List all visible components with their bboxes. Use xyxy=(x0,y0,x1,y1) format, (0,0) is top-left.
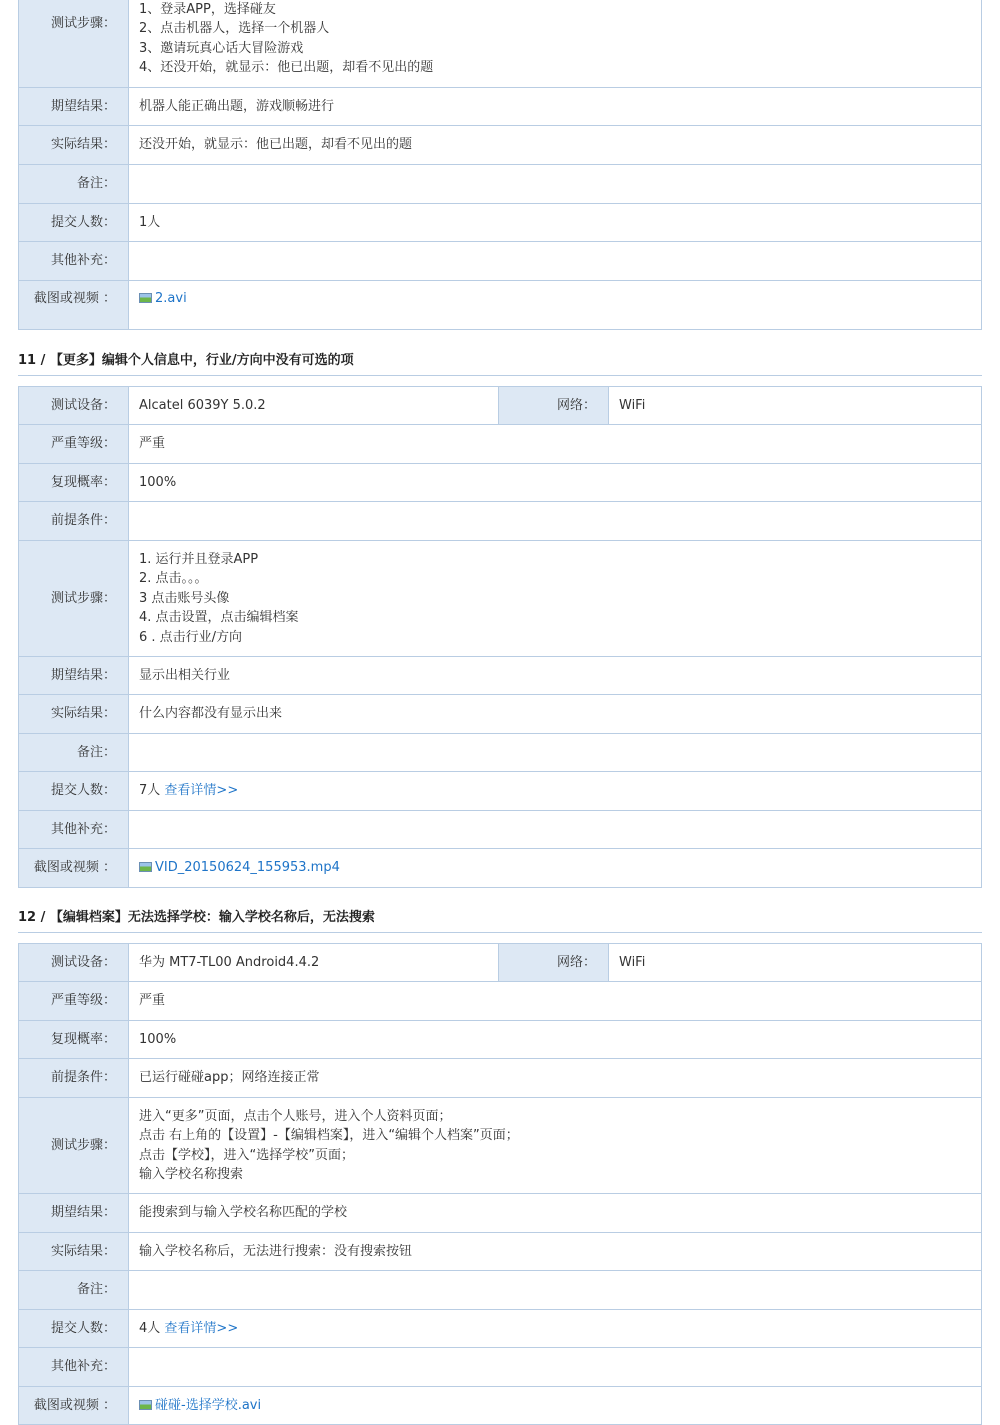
submit-count: 7人 xyxy=(139,783,161,799)
repro-value: 100% xyxy=(129,1021,982,1059)
precondition-label: 前提条件： xyxy=(19,502,129,541)
steps-label: 测试步骤： xyxy=(19,0,129,88)
step-line: 2、点击机器人，选择一个机器人 xyxy=(139,21,330,37)
precondition-value xyxy=(129,502,982,541)
section-title: 11 / 【更多】编辑个人信息中，行业/方向中没有可选的项 xyxy=(18,353,354,368)
row-steps xyxy=(19,0,982,88)
row-expected xyxy=(19,88,982,126)
other-value xyxy=(129,1348,982,1387)
video-file-icon xyxy=(139,862,152,872)
view-details-link[interactable]: 查看详情>> xyxy=(164,783,239,799)
step-line: 4、还没开始，就显示：他已出题，却看不见出的题 xyxy=(139,60,434,76)
submit-value xyxy=(129,772,982,811)
step-line: 1、登录APP，选择碰友 xyxy=(139,2,276,17)
repro-label: 复现概率： xyxy=(19,464,129,502)
device-label: 测试设备： xyxy=(19,387,129,425)
note-value xyxy=(129,165,982,204)
network-label: 网络： xyxy=(499,944,609,982)
row-media xyxy=(19,281,982,330)
row-actual xyxy=(19,126,982,165)
row-actual xyxy=(19,1233,982,1271)
expected-value: 机器人能正确出题，游戏顺畅进行 xyxy=(129,88,982,126)
row-precondition xyxy=(19,1059,982,1098)
row-precondition xyxy=(19,502,982,541)
row-other xyxy=(19,1348,982,1387)
severity-value: 严重 xyxy=(129,982,982,1021)
repro-label: 复现概率： xyxy=(19,1021,129,1059)
row-actual xyxy=(19,695,982,734)
submit-label: 提交人数： xyxy=(19,772,129,811)
repro-value: 100% xyxy=(129,464,982,502)
row-submit xyxy=(19,1310,982,1348)
video-file-icon xyxy=(139,1400,152,1410)
precondition-label: 前提条件： xyxy=(19,1059,129,1098)
step-line: 3、邀请玩真心话大冒险游戏 xyxy=(139,40,304,56)
device-value: 华为 MT7-TL00 Android4.4.2 xyxy=(129,944,499,982)
actual-value: 还没开始，就显示：他已出题，却看不见出的题 xyxy=(129,126,982,165)
image-file-icon xyxy=(139,293,152,303)
other-label: 其他补充： xyxy=(19,811,129,849)
step-line: 2. 点击。。。 xyxy=(139,571,208,587)
row-device xyxy=(19,387,982,425)
section-divider xyxy=(18,375,982,376)
step-line: 点击 右上角的【设置】-【编辑档案】，进入“编辑个人档案”页面； xyxy=(139,1128,519,1144)
media-label: 截图或视频 ： xyxy=(19,1387,129,1425)
expected-value: 能搜索到与输入学校名称匹配的学校 xyxy=(129,1194,982,1233)
row-note xyxy=(19,734,982,772)
steps-value xyxy=(129,541,982,657)
severity-label: 严重等级： xyxy=(19,982,129,1021)
row-note xyxy=(19,1271,982,1310)
step-line: 进入“更多”页面，点击个人账号，进入个人资料页面； xyxy=(139,1108,452,1124)
step-line: 4. 点击设置，点击编辑档案 xyxy=(139,610,299,626)
row-expected xyxy=(19,1194,982,1233)
other-label: 其他补充： xyxy=(19,1348,129,1387)
row-repro xyxy=(19,464,982,502)
step-line: 点击【学校】，进入“选择学校”页面； xyxy=(139,1147,354,1163)
row-steps xyxy=(19,1098,982,1194)
bug-table-11 xyxy=(18,386,982,888)
row-severity xyxy=(19,982,982,1021)
step-line: 6 . 点击行业/方向 xyxy=(139,629,243,645)
actual-value: 输入学校名称后，无法进行搜索：没有搜索按钮 xyxy=(129,1233,982,1271)
steps-value xyxy=(129,0,982,88)
note-value xyxy=(129,734,982,772)
row-repro xyxy=(19,1021,982,1059)
row-submit xyxy=(19,772,982,811)
submit-count: 4人 xyxy=(139,1320,161,1336)
row-media xyxy=(19,1387,982,1425)
submit-label: 提交人数： xyxy=(19,1310,129,1348)
severity-label: 严重等级： xyxy=(19,425,129,464)
step-line: 1. 运行并且登录APP xyxy=(139,551,259,567)
row-other xyxy=(19,242,982,281)
row-device xyxy=(19,944,982,982)
section-divider xyxy=(18,932,982,933)
note-label: 备注： xyxy=(19,165,129,204)
step-line: 输入学校名称搜索 xyxy=(139,1166,244,1182)
media-value xyxy=(129,849,982,888)
row-expected xyxy=(19,657,982,695)
media-file-link[interactable]: 碰碰-选择学校.avi xyxy=(155,1397,262,1413)
media-value xyxy=(129,1387,982,1425)
note-label: 备注： xyxy=(19,1271,129,1310)
network-label: 网络： xyxy=(499,387,609,425)
other-value xyxy=(129,242,982,281)
actual-label: 实际结果： xyxy=(19,126,129,165)
media-file-link[interactable]: VID_20150624_155953.mp4 xyxy=(155,860,340,876)
submit-value xyxy=(129,1310,982,1348)
steps-value xyxy=(129,1098,982,1194)
other-value xyxy=(129,811,982,849)
actual-value: 什么内容都没有显示出来 xyxy=(129,695,982,734)
media-label: 截图或视频 ： xyxy=(19,849,129,888)
submit-value: 1人 xyxy=(129,204,982,242)
submit-label: 提交人数： xyxy=(19,204,129,242)
precondition-value: 已运行碰碰app；网络连接正常 xyxy=(129,1059,982,1098)
row-media xyxy=(19,849,982,888)
note-value xyxy=(129,1271,982,1310)
media-value xyxy=(129,281,982,330)
severity-value: 严重 xyxy=(129,425,982,464)
media-file-link[interactable]: 2.avi xyxy=(155,291,187,306)
device-value: Alcatel 6039Y 5.0.2 xyxy=(129,387,499,425)
actual-label: 实际结果： xyxy=(19,1233,129,1271)
network-value: WiFi xyxy=(609,387,982,425)
expected-label: 期望结果： xyxy=(19,657,129,695)
network-value: WiFi xyxy=(609,944,982,982)
section-title: 12 / 【编辑档案】无法选择学校：输入学校名称后，无法搜索 xyxy=(18,910,375,925)
step-line: 3 点击账号头像 xyxy=(139,590,230,606)
steps-label: 测试步骤： xyxy=(19,1098,129,1194)
actual-label: 实际结果： xyxy=(19,695,129,734)
row-steps xyxy=(19,541,982,657)
device-label: 测试设备： xyxy=(19,944,129,982)
bug-table-12 xyxy=(18,943,982,1425)
expected-label: 期望结果： xyxy=(19,88,129,126)
bug-table-10 xyxy=(18,0,982,330)
note-label: 备注： xyxy=(19,734,129,772)
media-label: 截图或视频 ： xyxy=(19,281,129,330)
row-other xyxy=(19,811,982,849)
expected-label: 期望结果： xyxy=(19,1194,129,1233)
row-note xyxy=(19,165,982,204)
other-label: 其他补充： xyxy=(19,242,129,281)
row-severity xyxy=(19,425,982,464)
expected-value: 显示出相关行业 xyxy=(129,657,982,695)
steps-label: 测试步骤： xyxy=(19,541,129,657)
view-details-link[interactable]: 查看详情>> xyxy=(164,1320,239,1336)
row-submit xyxy=(19,204,982,242)
